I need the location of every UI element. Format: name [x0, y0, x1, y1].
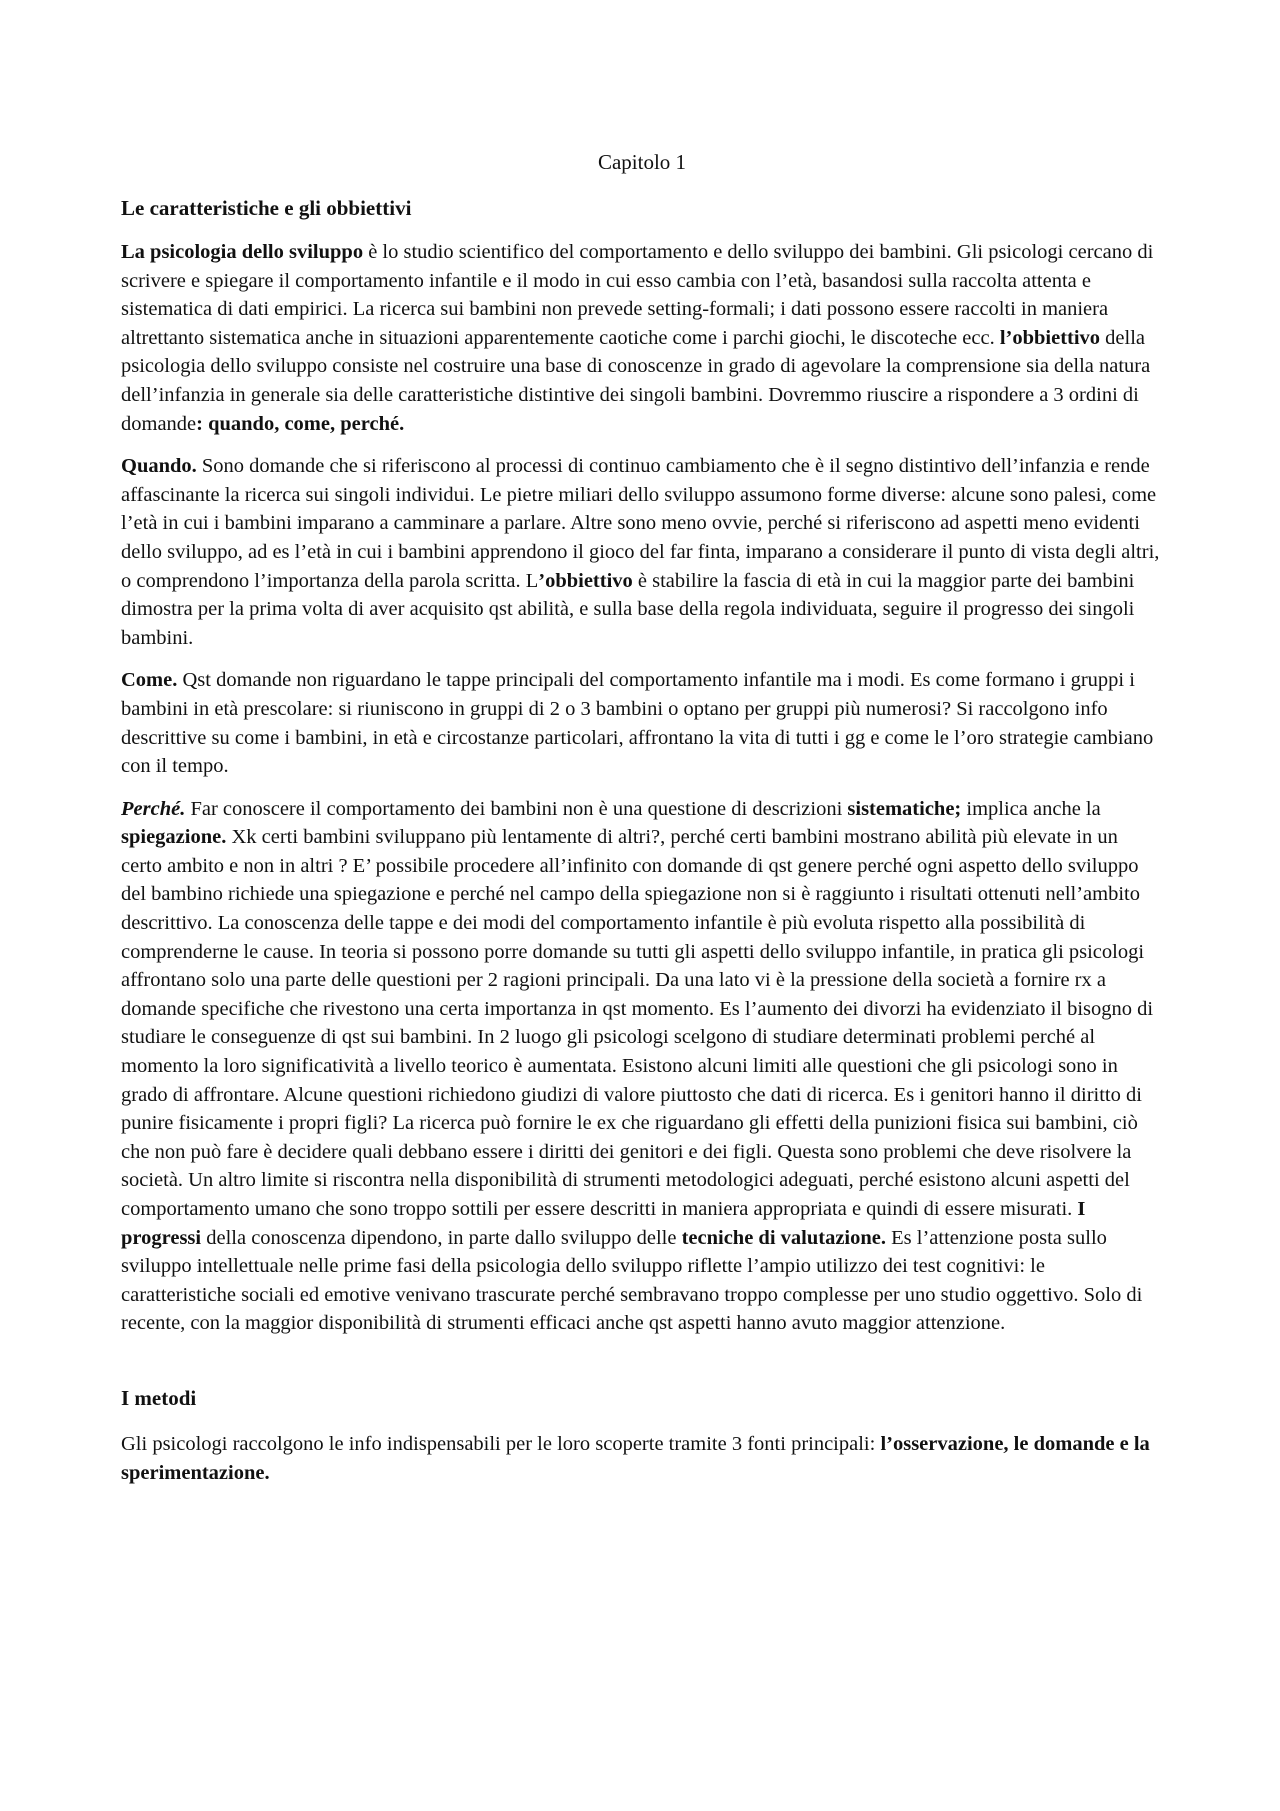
paragraph-come: [121, 666, 1163, 780]
paragraph-text: Gli psicologi raccolgono le info indispensabili per le loro scoperte tramite 3 fonti principali:: [121, 1432, 881, 1455]
paragraph-methods: [121, 1430, 1163, 1487]
bold-term: spiegazione.: [121, 826, 227, 849]
paragraph-text: Qst domande non riguardano le tappe principali del comportamento infantile ma i modi. Es come formano i gruppi i bambini in età prescolare: si riuniscono in gruppi di 2 o 3 bambini o optano per gruppi più numerosi? Si raccolgono info descrittive su come i bambini, in età e circostanze particolari, affrontano la vita di tutti i gg e come le l’oro strategie cambiano con il tempo.: [121, 669, 1154, 778]
document-page: [121, 148, 1163, 1501]
bold-term: l’obbiettivo: [999, 326, 1101, 349]
bold-term: ’obbiettivo: [538, 569, 633, 592]
bold-term: tecniche di valutazione.: [681, 1226, 886, 1249]
bold-term: Come.: [121, 669, 178, 692]
bold-term: La psicologia dello sviluppo: [121, 241, 364, 263]
paragraph-text: Es l’attenzione posta sullo sviluppo intellettuale nelle prime fasi della psicologia dello sviluppo riflette l’ampio utilizzo dei test cognitivi: le caratteristiche sociali ed emotive venivano trascurate perché sembravano troppo complesse per uno studio oggettivo. Solo di recente, con la maggior disponibilità di strumenti efficaci anche qst aspetti hanno avuto maggior attenzione.: [121, 1226, 1143, 1335]
chapter-heading: Capitolo 1: [597, 150, 687, 174]
paragraph-text: della psicologia dello sviluppo consiste nel costruire una base di conoscenze in grado di agevolare la comprensione sia della natura dell’infanzia in generale sia delle caratteristiche distintive dei singoli bambini. Dovremmo riuscire a rispondere a 3 ordini di domande: [121, 326, 1151, 435]
bold-term: : quando, come, perché.: [196, 412, 405, 435]
paragraph-text: è lo studio scientifico del comportamento e dello sviluppo dei bambini. Gli psicologi cercano di scrivere e spiegare il comportamento infantile e il modo in cui esso cambia con l’età, basandosi sulla raccolta attenta e sistematica di dati empirici. La ricerca sui bambini non prevede setting-formali; i dati possono essere raccolti in maniera altrettanto sistematica anche in situazioni apparentemente caotiche come i parchi giochi, le discoteche ecc.: [121, 241, 1154, 349]
section-title-methods: I metodi: [121, 1385, 197, 1410]
paragraph-text: della conoscenza dipendono, in parte dallo sviluppo delle: [201, 1226, 682, 1249]
paragraph-intro: [121, 238, 1163, 438]
bold-term: Quando.: [121, 455, 197, 478]
paragraph-text: è stabilire la fascia di età in cui la maggior parte dei bambini dimostra per la prima volta di aver acquisito qst abilità, e sulla base della regola individuata, seguire il progresso dei singoli bambini.: [121, 569, 1135, 649]
section-title-characteristics: Le caratteristiche e gli obbiettivi: [121, 196, 412, 220]
paragraph-perche: [121, 795, 1163, 1338]
paragraph-text: Far conoscere il comportamento dei bambini non è una questione di descrizioni: [185, 797, 848, 820]
bold-term: sistematiche;: [847, 797, 962, 820]
bold-term: I progressi: [121, 1198, 1086, 1249]
bold-italic-term: [121, 798, 185, 820]
paragraph-text: Xk certi bambini sviluppano più lentamente di altri?, perché certi bambini mostrano abilità più elevate in un certo ambito e non in altri ? E’ possibile procedere all’infinito con domande di qst genere perché ogni aspetto dello sviluppo del bambino richiede una spiegazione e perché nel campo della spiegazione non si è raggiunto i risultati ottenuti nell’ambito descrittivo. La conoscenza delle tappe e dei modi del comportamento infantile è più evoluta rispetto alla possibilità di comprenderne le cause. In teoria si possono porre domande su tutti gli aspetti dello sviluppo infantile, in pratica gli psicologi affrontano solo una parte delle questioni per 2 ragioni principali. Da una lato vi è la pressione della società a fornire rx a domande specifiche che rivestono una certa importanza in qst momento. Es l’aumento dei divorzi ha evidenziato il bisogno di studiare le conseguenze di qst sui bambini. In 2 luogo gli psicologi scelgono di studiare determinati problemi perché al momento la loro significatività a livello teorico è aumentata. Esistono alcuni limiti alle questioni che gli psicologi sono in grado di affrontare. Alcune questioni richiedono giudizi di valore piuttosto che dati di ricerca. Es i genitori hanno il diritto di punire fisicamente i propri figli? La ricerca può fornire le ex che riguardano gli effetti della punizioni fisica sui bambini, ciò che non può fare è decidere quali debbano essere i diritti dei genitori e dei figli. Questa sono problemi che deve risolvere la società. Un altro limite si riscontra nella disponibilità di strumenti metodologici adeguati, perché esistono alcuni aspetti del comportamento umano che sono troppo sottili per essere descritti in maniera appropriata e quindi di essere misurati.: [121, 826, 1154, 1220]
bold-term: l’osservazione, le domande e la sperimentazione.: [121, 1432, 1150, 1484]
paragraph-text: Sono domande che si riferiscono al processi di continuo cambiamento che è il segno distintivo dell’infanzia e rende affascinante la ricerca sui singoli individui. Le pietre miliari dello sviluppo assumono forme diverse: alcune sono palesi, come l’età in cui i bambini imparano a camminare a parlare. Altre sono meno ovvie, perché si riferiscono ad aspetti meno evidenti dello sviluppo, ad es l’età in cui i bambini apprendono il gioco del far finta, imparano a considerare il punto di vista degli altri, o comprendono l’importanza della parola scritta. L: [121, 455, 1160, 592]
paragraph-text: implica anche la: [961, 797, 1101, 820]
paragraph-quando: [121, 452, 1163, 652]
italic-term: Perché.: [121, 797, 186, 820]
